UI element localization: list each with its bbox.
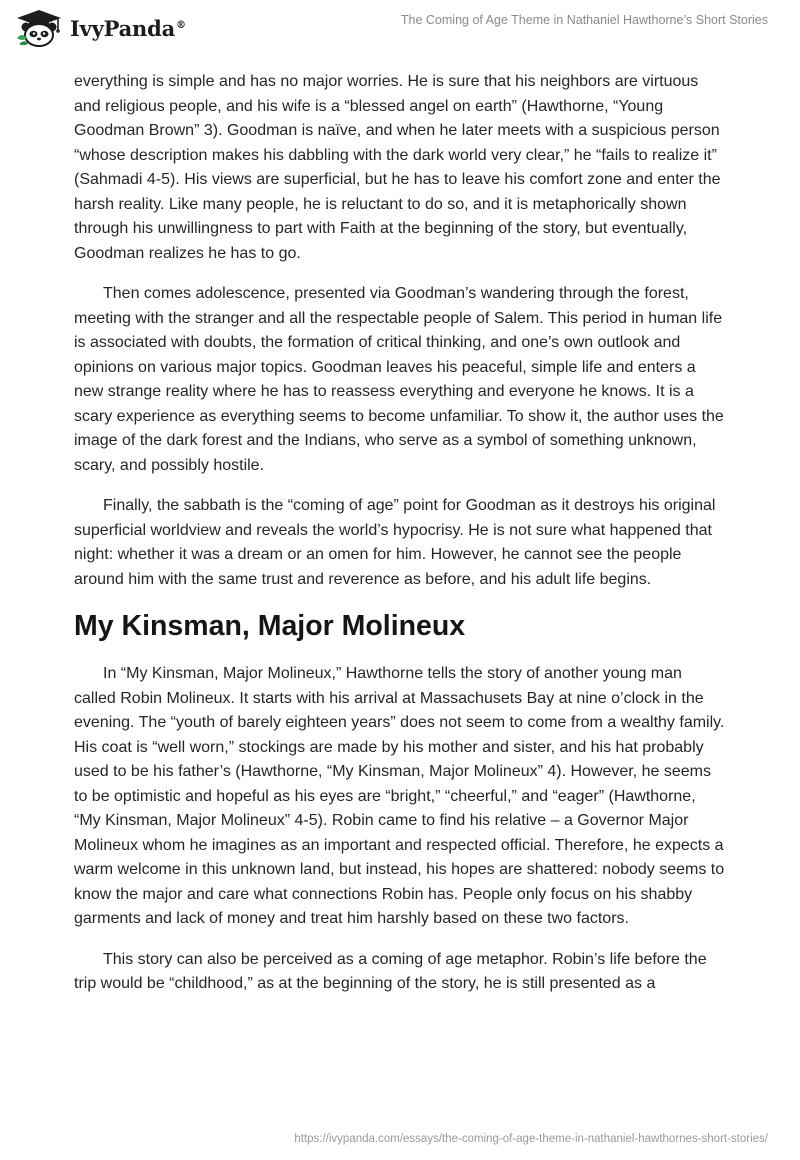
- page-header: [0, 0, 800, 60]
- source-url[interactable]: https://ivypanda.com/essays/the-coming-of-age-theme-in-nathaniel-hawthornes-short-stories/: [294, 1133, 768, 1145]
- essay-body: [74, 70, 726, 1013]
- section-heading: My Kinsman, Major Molineux: [74, 610, 466, 642]
- logo-wordmark: IvyPanda®: [70, 15, 186, 41]
- ivypanda-logo[interactable]: [14, 8, 186, 48]
- paragraph: This story can also be perceived as a coming of age metaphor. Robin’s life before the trip would be “childhood,” as at the beginning of the story, he is still presented as a: [74, 950, 707, 992]
- paragraph: everything is simple and has no major worries. He is sure that his neighbors are virtuous and religious people, and his wife is a “blessed angel on earth” (Hawthorne, “Young Goodman Brown” 3). Goodman is naïve, and when he later meets with a suspicious person “whose description makes his dabbling with the dark world very clear,” he “fails to realize it” (Sahmadi 4-5). His views are superficial, but he has to leave his comfort zone and enter the harsh reality. Like many people, he is reluctant to do so, and it is metaphorically shown through his unwillingness to part with Faith at the beginning of the story, but eventually, Goodman realizes he has to go.: [74, 73, 721, 262]
- paragraph: In “My Kinsman, Major Molineux,” Hawthorne tells the story of another young man called Robin Molineux. It starts with his arrival at Massachusets Bay at nine o’clock in the evening. The “youth of barely eighteen years” does not seem to come from a wealthy family. His coat is “well worn,” stockings are made by his mother and sister, and his hat probably used to be his father’s (Hawthorne, “My Kinsman, Major Molineux” 4). However, he seems to be optimistic and hopeful as his eyes are “bright,” “cheerful,” and “eager” (Hawthorne, “My Kinsman, Major Molineux” 4-5). Robin came to find his relative – a Governor Major Molineux whom he imagines as an important and respected official. Therefore, he expects a warm welcome in this unknown land, but instead, his hopes are shattered: nobody seems to know the major and care what connections Robin has. People only focus on his shabby garments and lack of money and treat him harshly based on these two factors.: [74, 665, 725, 927]
- panda-graduation-icon: [14, 8, 64, 48]
- paragraph: Then comes adolescence, presented via Goodman’s wandering through the forest, meeting with the stranger and all the respectable people of Salem. This period in human life is associated with doubts, the formation of critical thinking, and one’s own outlook and opinions on various major topics. Goodman leaves his peaceful, simple life and enters a new strange reality where he has to reassess everything and everyone he knows. It is a scary experience as everything seems to become unfamiliar. To show it, the author uses the image of the dark forest and the Indians, who serve as a symbol of something unknown, scary, and possibly hostile.: [74, 285, 724, 474]
- paragraph: Finally, the sabbath is the “coming of age” point for Goodman as it destroys his original superficial worldview and reveals the world’s hypocrisy. He is not sure what happened that night: whether it was a dream or an omen for him. However, he cannot see the people around him with the same trust and reverence as before, and his adult life begins.: [74, 497, 716, 588]
- document-title: The Coming of Age Theme in Nathaniel Hawthorne’s Short Stories: [400, 13, 768, 27]
